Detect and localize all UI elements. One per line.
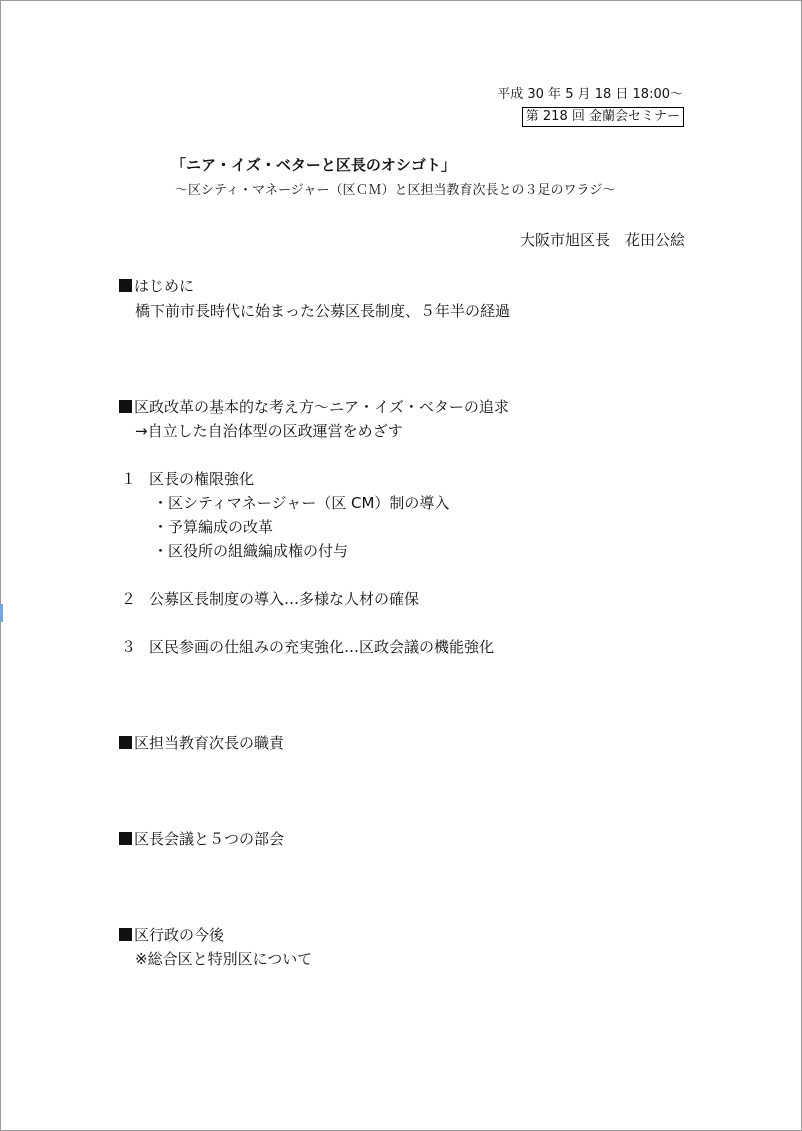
author-line: 大阪市旭区長 花田公絵 <box>519 231 685 249</box>
seminar-date: 平成 30 年 5 月 18 日 18:00～ <box>497 87 683 102</box>
document-subtitle: ～区シティ・マネージャー（区ＣＭ）と区担当教育次長との３足のワラジ～ <box>175 183 616 198</box>
future-body: ※総合区と特別区について <box>135 950 313 968</box>
reform-body: →自立した自治体型の区政運営をめざす <box>135 422 403 440</box>
item-number: ３ <box>121 638 137 656</box>
intro-body: 橋下前市長時代に始まった公募区長制度、５年半の経過 <box>135 302 511 320</box>
section-heading-education <box>119 732 284 753</box>
section-heading-text: 区長会議と５つの部会 <box>134 830 285 848</box>
bullet-item: ・区シティマネージャー（区 CM）制の導入 <box>153 494 450 512</box>
section-heading-future <box>119 924 224 945</box>
square-bullet-icon <box>119 928 132 941</box>
numbered-item-1 <box>121 468 254 489</box>
item-text: 公募区長制度の導入…多様な人材の確保 <box>149 590 420 608</box>
document-title: 「ニア・イズ・ベターと区長のオシゴト」 <box>171 156 456 174</box>
section-heading-council <box>119 828 284 849</box>
section-heading-text: 区行政の今後 <box>134 926 225 944</box>
section-heading-intro <box>119 275 194 296</box>
bullet-item: ・予算編成の改革 <box>153 518 274 536</box>
square-bullet-icon <box>119 279 132 292</box>
numbered-item-3 <box>121 636 494 657</box>
item-number: １ <box>121 470 137 488</box>
section-heading-reform <box>119 396 509 417</box>
square-bullet-icon <box>119 400 132 413</box>
section-heading-text: 区政改革の基本的な考え方～ニア・イズ・ベターの追求 <box>134 398 509 416</box>
numbered-item-2 <box>121 588 419 609</box>
item-text: 区民参画の仕組みの充実強化…区政会議の機能強化 <box>149 638 495 656</box>
edge-marker <box>0 604 3 622</box>
bullet-item: ・区役所の組織編成権の付与 <box>153 542 349 560</box>
item-text: 区長の権限強化 <box>149 470 255 488</box>
section-heading-text: 区担当教育次長の職責 <box>134 734 285 752</box>
square-bullet-icon <box>119 736 132 749</box>
item-number: ２ <box>121 590 137 608</box>
seminar-label-box: 第 218 回 金蘭会セミナー <box>522 107 684 127</box>
square-bullet-icon <box>119 832 132 845</box>
section-heading-text: はじめに <box>134 277 195 295</box>
